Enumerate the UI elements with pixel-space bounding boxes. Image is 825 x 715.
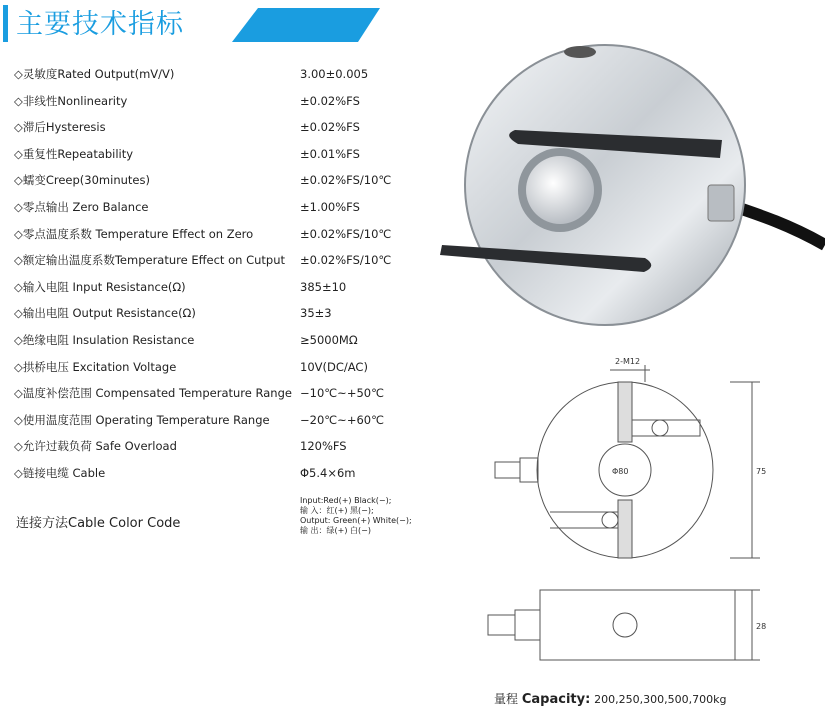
capacity-label-en: Capacity:	[521, 692, 591, 707]
spec-value: ±0.02%FS	[300, 120, 360, 135]
spec-value: −20℃~+60℃	[300, 412, 385, 427]
center-hole	[526, 156, 594, 224]
load-cell-body	[465, 45, 745, 325]
spec-value: ±1.00%FS	[300, 200, 360, 214]
cable-color-code-title: 连接方法Cable Color Code	[16, 516, 181, 531]
spec-row	[14, 277, 394, 303]
spec-label: ◇输入电阻 Input Resistance(Ω)	[14, 279, 186, 294]
spec-value: 120%FS	[300, 439, 347, 454]
spec-row	[14, 303, 394, 329]
spec-value: ±0.02%FS	[300, 93, 360, 108]
spec-label: ◇滞后Hysteresis	[14, 120, 106, 135]
header-decorative-band	[232, 8, 380, 42]
cable-line: 输 出：绿(+) 白(−)	[300, 526, 371, 535]
spec-label: ◇温度补偿范围 Compensated Temperature Range	[14, 386, 292, 401]
spec-label: ◇非线性Nonlinearity	[14, 93, 128, 108]
page-title: 主要技术指标	[16, 9, 184, 40]
spec-row	[14, 224, 394, 250]
spec-label: ◇重复性Repeatability	[14, 146, 134, 161]
spec-value: ±0.02%FS/10℃	[300, 173, 392, 188]
spec-label: ◇使用温度范围 Operating Temperature Range	[14, 412, 270, 427]
spec-label: ◇零点输出 Zero Balance	[14, 200, 149, 214]
spec-value: 3.00±0.005	[300, 67, 369, 81]
spec-label: ◇灵敏度Rated Output(mV/V)	[14, 67, 175, 81]
spec-row	[14, 410, 394, 436]
spec-value: ≥5000MΩ	[300, 333, 358, 347]
spec-value: ±0.02%FS/10℃	[300, 226, 392, 241]
load-cell-photo	[430, 40, 825, 340]
spec-row	[14, 436, 394, 462]
header-accent-bar	[3, 5, 8, 42]
cable-shape	[730, 205, 825, 245]
thickness-label: 28	[756, 622, 767, 631]
cable-color-code-lines	[300, 496, 412, 536]
cable-connector	[708, 185, 734, 221]
spec-label: ◇输出电阻 Output Resistance(Ω)	[14, 306, 196, 321]
spec-label: ◇绝缘电阻 Insulation Resistance	[14, 333, 195, 347]
front-lower-slot	[550, 512, 620, 528]
spec-value: Φ5.4×6m	[300, 466, 356, 480]
spec-row	[14, 117, 394, 143]
spec-row	[14, 197, 394, 223]
dimension-drawing	[460, 350, 825, 680]
spec-label: ◇蠕变Creep(30minutes)	[14, 173, 150, 188]
height-label: 75	[756, 467, 767, 476]
spec-row	[14, 64, 394, 90]
capacity-label-cn: 量程	[494, 692, 519, 706]
spec-row	[14, 250, 394, 276]
spec-value: −10℃~+50℃	[300, 386, 385, 401]
spec-value: 385±10	[300, 279, 347, 294]
spec-value: 10V(DC/AC)	[300, 359, 368, 374]
spec-value: ±0.01%FS	[300, 146, 360, 161]
spec-row	[14, 170, 394, 196]
cable-line: 输 入：红(+) 黑(−);	[300, 506, 374, 515]
spec-row	[14, 357, 394, 383]
spec-label: ◇允许过载负荷 Safe Overload	[14, 439, 177, 454]
cable-line: Output: Green(+) White(−);	[300, 516, 412, 525]
spec-value: 35±3	[300, 306, 332, 321]
capacity-values: 200,250,300,500,700kg	[594, 693, 727, 706]
capacity-line	[494, 690, 726, 707]
spec-row	[14, 330, 394, 356]
spec-row	[14, 383, 394, 409]
spec-label: ◇拱桥电压 Excitation Voltage	[14, 359, 177, 374]
spec-label: ◇零点温度系数 Temperature Effect on Zero	[14, 226, 254, 241]
spec-value: ±0.02%FS/10℃	[300, 253, 392, 268]
top-thread-hole	[564, 46, 596, 58]
spec-label: ◇链接电缆 Cable	[14, 466, 106, 480]
spec-label: ◇额定输出温度系数Temperature Effect on Cutput	[14, 253, 286, 268]
spec-row	[14, 463, 394, 489]
spec-row	[14, 91, 394, 117]
cable-line: Input:Red(+) Black(−);	[300, 496, 392, 505]
thread-label: 2-M12	[615, 357, 641, 366]
spec-row	[14, 144, 394, 170]
diameter-label: Φ80	[612, 467, 629, 476]
